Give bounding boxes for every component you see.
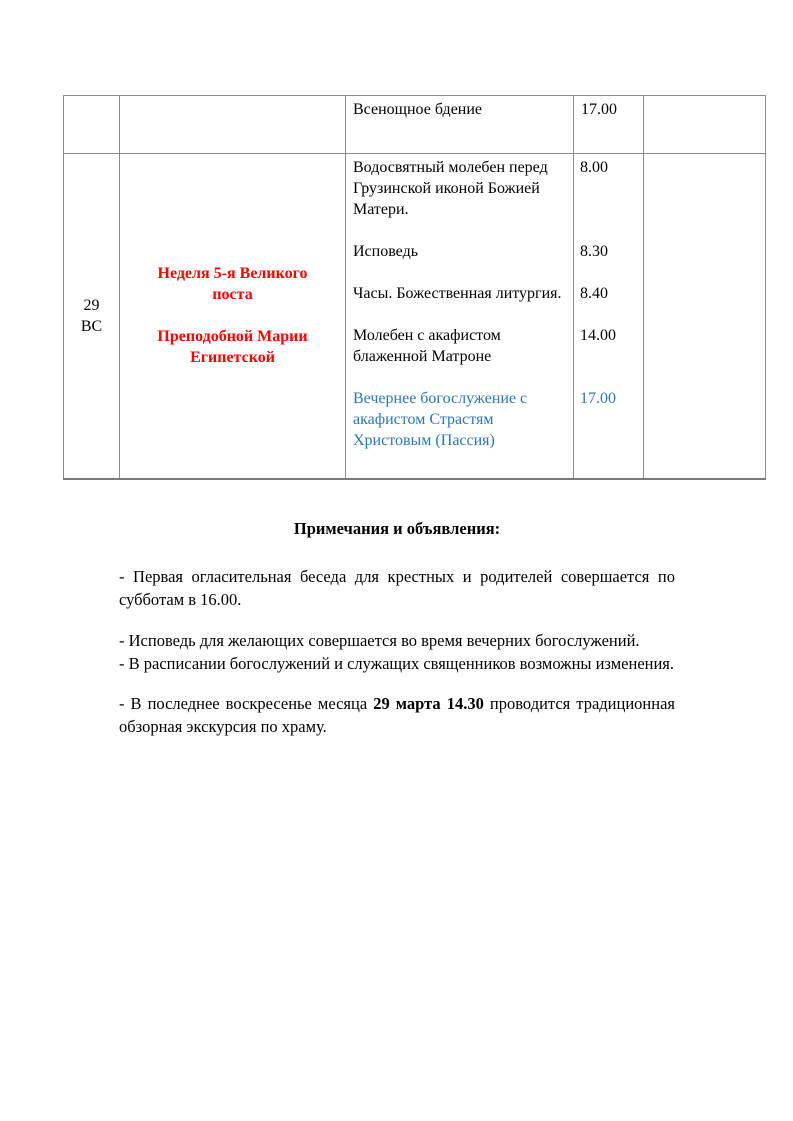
service-time-label: 17.00 [581,101,617,118]
service-label: Всенощное бдение [353,101,483,118]
service-time-label: 17.00 [580,390,616,407]
service-label: Исповедь [353,243,419,260]
table-row-previous-day [64,96,766,154]
date-weekday: ВС [80,317,103,335]
feast-line: Египетской [190,349,275,367]
service-label: Молебен с акафистом блаженной Матроне [353,327,501,365]
service-row [346,388,643,451]
service-label: Вечернее богослужение с акафистом Страстям Христовым (Пассия) [353,390,528,449]
service-label: Часы. Божественная литургия. [353,285,562,302]
feast-title-saint [127,326,338,368]
service-time-label: 8.40 [580,285,608,302]
notes-heading: Примечания и объявления: [293,519,501,538]
service-label: Водосвятный молебен перед Грузинской иконой Божией Матери. [353,159,548,218]
note-bold-text: 29 марта 14.30 [373,694,484,713]
service-row [346,241,643,262]
service-time-label: 8.30 [580,243,608,260]
prev-note-cell [644,96,766,154]
note-text: - Первая огласительная беседа для крестных и родителей совершается по субботам в 16.00. [119,567,675,609]
notes-section [119,517,675,738]
note-paragraph [119,629,675,652]
service-row [346,325,643,367]
prev-date-cell [64,96,120,154]
prev-service-cell [346,96,574,154]
service-row [346,283,643,304]
prev-feast-cell [120,96,346,154]
date-day: 29 [83,296,100,314]
service-row [346,157,643,220]
day-note-cell [644,154,766,479]
services-and-times-cell [346,154,644,479]
note-paragraph [119,652,675,675]
note-text: - Исповедь для желающих совершается во время вечерних богослужений. [119,631,640,650]
service-time-label: 14.00 [580,327,616,344]
note-text: - В последнее воскресенье месяца [119,694,374,713]
table-row-sunday-29 [64,154,766,479]
feast-line: Преподобной Марии [157,328,308,346]
note-paragraph [119,565,675,611]
services-list [346,154,643,451]
note-text: проводится традиционная обзорная экскурсия по храму. [119,694,675,736]
service-schedule-table [63,95,766,480]
note-text: - В расписании богослужений и служащих священников возможны изменения. [119,654,675,673]
service-time-label: 8.00 [580,159,608,176]
date-cell [64,154,120,479]
feast-cell [120,154,346,479]
note-paragraph [119,692,675,738]
column-divider-line [573,154,574,478]
feast-line: Неделя 5-я Великого [157,265,308,283]
prev-time-cell [574,96,644,154]
feast-line: поста [212,286,253,304]
feast-title-week [127,263,338,305]
